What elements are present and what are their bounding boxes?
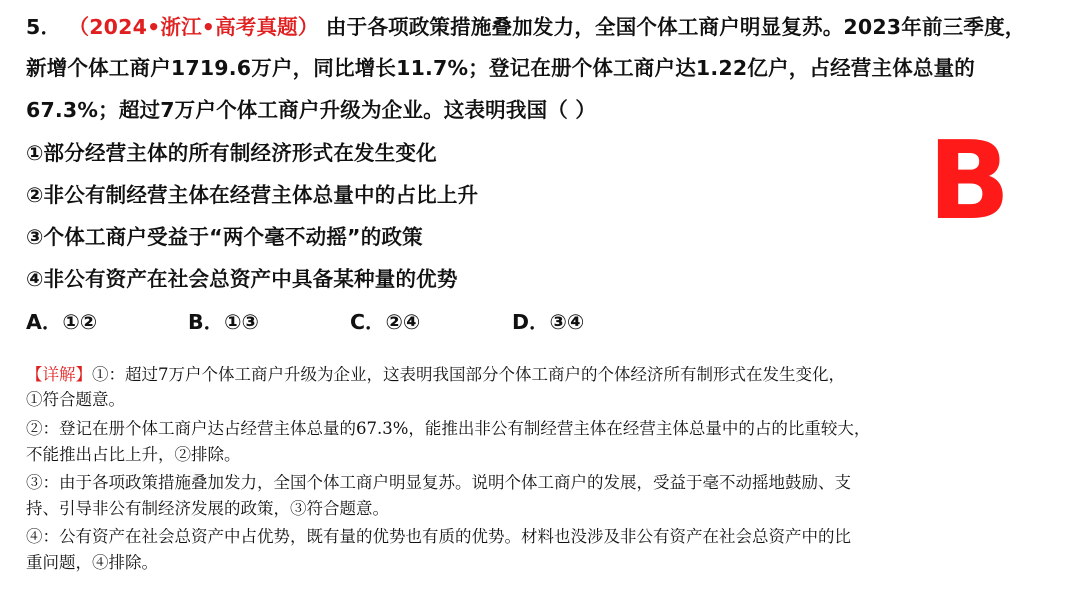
statement-1: ①部分经营主体的所有制经济形式在发生变化	[26, 141, 437, 165]
question-number: 5．	[26, 15, 62, 39]
option-b: B．①③	[188, 310, 259, 334]
question-stem-line-3: 67.3%；超过7万户个体工商户升级为企业。这表明我国（ ）	[26, 98, 597, 122]
statement-4: ④非公有资产在社会总资产中具备某种量的优势	[26, 267, 458, 291]
explanation-line-5: ③：由于各项政策措施叠加发力，全国个体工商户明显复苏。说明个体工商户的发展，受益于毫不动摇地鼓励、支	[26, 473, 851, 492]
statement-3: ③个体工商户受益于“两个毫不动摇”的政策	[26, 225, 423, 249]
question-stem-text-1: 由于各项政策措施叠加发力，全国个体工商户明显复苏。2023年前三季度，	[325, 15, 1026, 39]
explanation-line-8: 重问题，④排除。	[26, 553, 158, 572]
question-stem-line-2: 新增个体工商户1719.6万户，同比增长11.7%；登记在册个体工商户达1.22亿户，占经营主体总量的	[26, 56, 976, 80]
answer-letter: B	[928, 119, 1011, 244]
option-c: C．②④	[350, 310, 421, 334]
question-stem-line-1	[26, 12, 1025, 42]
option-a: A．①②	[26, 310, 98, 334]
option-d: D．③④	[512, 310, 585, 334]
explanation-line-7: ④：公有资产在社会总资产中占优势，既有量的优势也有质的优势。材料也没涉及非公有资产在社会总资产中的比	[26, 527, 851, 546]
answer-options	[26, 307, 666, 337]
explanation-line-2: ①符合题意。	[26, 390, 125, 409]
explanation-text-1: ①：超过7万户个体工商户升级为企业，这表明我国部分个体工商户的个体经济所有制形式在发生变化，	[92, 365, 845, 384]
explanation-line-4: 不能推出占比上升，②排除。	[26, 445, 241, 464]
explanation-line-1	[26, 362, 845, 388]
explanation-tag: 【详解】	[26, 365, 92, 384]
question-source: （2024•浙江•高考真题）	[68, 15, 319, 39]
statement-2: ②非公有制经营主体在经营主体总量中的占比上升	[26, 183, 479, 207]
explanation-line-3: ②：登记在册个体工商户达占经营主体总量的67.3%，能推出非公有制经营主体在经营主体总量中的占的比重较大，	[26, 419, 871, 438]
explanation-line-6: 持、引导非公有制经济发展的政策，③符合题意。	[26, 499, 389, 518]
